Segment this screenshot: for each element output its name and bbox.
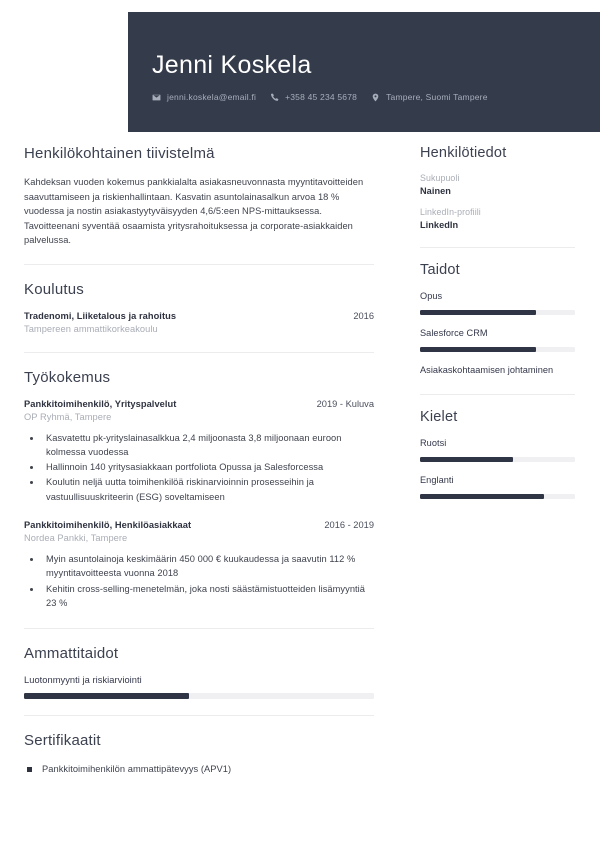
personal-detail-gender [420,173,575,196]
resume-header [128,12,600,132]
education-title: Koulutus [24,280,84,298]
contact-row [152,92,600,102]
contact-phone-text: +358 45 234 5678 [285,92,358,102]
experience-entry [24,520,374,610]
divider [24,715,374,716]
language-bar-track [420,457,575,462]
experience-role: Pankkitoimihenkilö, Yrityspalvelut [24,398,177,409]
language-label: Ruotsi [420,438,447,448]
education-degree: Tradenomi, Liiketalous ja rahoitus [24,310,177,321]
language-bar-fill [420,494,544,499]
personal-detail-label: Sukupuoli [420,173,460,183]
experience-bullets [42,431,374,504]
contact-email-text: jenni.koskela@email.fi [167,92,257,102]
skill-item [420,290,575,315]
section-education [24,281,374,338]
list-item: • Myin asuntolainoja keskimäärin 450 000 € kuukaudessa ja saavutin 112 % myyntitavoitteesta vuonna 2018 [42,552,374,581]
language-item [420,437,575,462]
experience-entry [24,399,374,504]
experience-company: Nordea Pankki, Tampere [24,532,128,543]
professional-skill-bar-fill [24,693,189,699]
language-bar-track [420,494,575,499]
experience-title: Työkokemus [24,368,111,386]
language-item [420,474,575,499]
right-column [420,145,575,503]
section-professional-skills [24,645,374,701]
contact-location[interactable] [371,92,488,102]
certificates-title: Sertifikaatit [24,732,101,750]
divider [420,394,575,395]
envelope-icon [152,93,161,102]
divider [24,352,374,353]
experience-date: 2019 - Kuluva [316,398,374,409]
skill-label: Opus [420,291,443,301]
experience-company: OP Ryhmä, Tampere [24,411,112,422]
experience-role: Pankkitoimihenkilö, Henkilöasiakkaat [24,519,192,530]
language-label: Englanti [420,475,454,485]
education-school: Tampereen ammattikorkeakoulu [24,323,158,334]
skill-bar-track [420,310,575,315]
divider [24,264,374,265]
personal-details-title: Henkilötiedot [420,145,507,161]
education-date: 2016 [353,310,374,321]
divider [24,628,374,629]
section-certificates [24,732,374,778]
section-experience [24,369,374,615]
phone-icon [270,93,279,102]
professional-skill-label: Luotonmyynti ja riskiarviointi [24,675,142,686]
skill-item [420,327,575,352]
language-bar-fill [420,457,513,462]
professional-skills-title: Ammattitaidot [24,645,119,663]
contact-location-text: Tampere, Suomi Tampere [386,92,488,102]
skill-bar-track [420,347,575,352]
personal-detail-value: Nainen [420,186,451,196]
skill-label: Asiakaskohtaamisen johtaminen [420,365,554,375]
skill-label: Salesforce CRM [420,328,488,338]
list-item: • Kehitin cross-selling-menetelmän, joka nosti säästämistuotteiden lisämyyntiä 23 % [42,582,374,611]
skill-bar-fill [420,310,536,315]
education-entry-head [24,311,374,321]
certificates-list [24,762,374,776]
experience-date: 2016 - 2019 [324,519,374,530]
personal-detail-value[interactable]: LinkedIn [420,220,459,230]
contact-phone[interactable] [270,92,357,102]
personal-detail-linkedin[interactable] [420,207,575,230]
section-languages [420,409,575,503]
experience-bullets [42,552,374,610]
left-column [24,145,374,778]
professional-skill-bar-track [24,693,374,699]
skill-item [420,364,575,377]
spacer [24,506,374,520]
divider [420,247,575,248]
experience-entry-head [24,399,374,409]
professional-skill-item [24,675,374,699]
list-item: Pankkitoimihenkilön ammattipätevyys (APV1) [24,762,374,776]
list-item: • Koulutin neljä uutta toimihenkilöä riskinarvioinnin prosesseihin ja vastuullisuuskriteerin (ESG) soveltamiseen [42,475,374,504]
list-item: • Kasvatettu pk-yrityslainasalkkua 2,4 miljoonasta 3,8 miljoonaan euroon kolmessa vuodessa [42,431,374,460]
summary-title: Henkilökohtainen tiivistelmä [24,145,215,162]
skills-title: Taidot [420,262,460,278]
section-summary [24,145,374,250]
personal-detail-label: LinkedIn-profiili [420,207,481,217]
languages-title: Kielet [420,409,458,425]
map-pin-icon [371,93,380,102]
section-skills [420,262,575,381]
section-personal-details [420,145,575,234]
candidate-name: Jenni Koskela [152,51,312,79]
education-entry [24,311,374,334]
summary-text: Kahdeksan vuoden kokemus pankkialalta asiakasneuvonnasta myyntitavoitteiden saavuttamiseen ja riskienhallintaan. Kasvatin asuntolainasalkun arvoa 18 % vuodessa ja nostin asiakastyytyväisyyden 4,6/5:een NPS-mittauksessa. Tavoitteenani syventää osaamista yritysrahoituksessa ja corporate-asiakkaiden palvelussa. [24,177,364,245]
list-item: • Hallinnoin 140 yritysasiakkaan portfoliota Opussa ja Salesforcessa [42,460,374,474]
skill-bar-fill [420,347,536,352]
experience-entry-head [24,520,374,530]
contact-email[interactable] [152,92,256,102]
